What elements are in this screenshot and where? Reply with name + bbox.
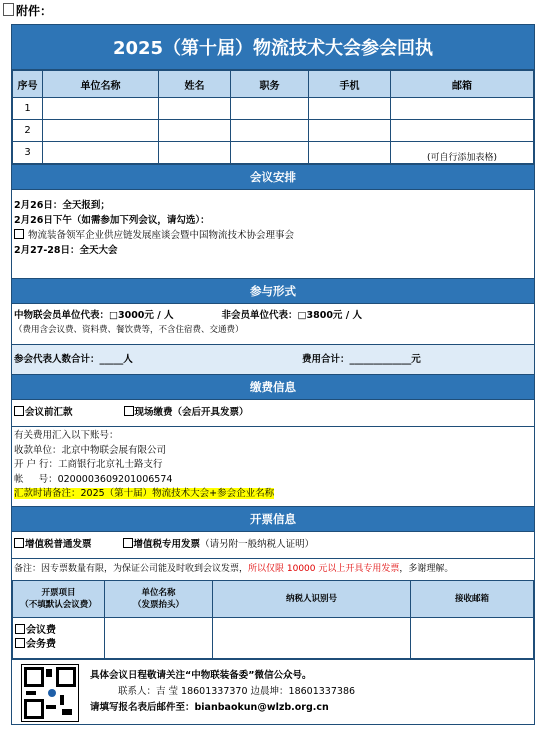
table-row: 2 [13, 120, 534, 142]
payment-remark: 汇款时请备注：2025（第十届）物流技术大会+参会企业名称 [14, 488, 275, 499]
meeting-section: 2月26日：全天报到； 2月26日下午（如需参加下列会议，请勾选）： 物流装备领军企业供应链发展座谈会暨中国物流技术协会理事会 2月27-28日：全天大会 [12, 190, 534, 278]
checkbox-icon[interactable] [14, 538, 24, 548]
invoice-note: 备注：因专票数量有限，为保证公司能及时收到会议发票，所以仅限 10000 元以上开具专用发票，多谢理解。 [12, 558, 534, 580]
header-email: 邮箱 [391, 71, 534, 98]
qr-code-icon [21, 664, 79, 722]
attachment-label: 附件： [3, 2, 52, 19]
count-label[interactable]: 参会代表人数合计：_____人 [14, 354, 133, 365]
contact-info: 具体会议日程敬请关注“中物联装备委”微信公众号。 联系人：吉 莹 18601337370 边晨坤：18601337386 请填写报名表后邮件至：bianbaokun@wlzb.org.cn [90, 668, 355, 716]
checkbox-icon[interactable] [14, 229, 24, 239]
attendee-table [12, 70, 534, 164]
payment-heading: 缴费信息 [12, 374, 534, 400]
checkbox-icon[interactable] [14, 406, 24, 416]
account-info: 有关费用汇入以下账号： 收款单位：北京中物联会展有限公司 开 户 行：工商银行北京礼士路支行 帐 号：0200003609201006574 汇款时请备注：2025（第十届）物流技术大会+参会企业名称 [12, 426, 534, 506]
meeting-option[interactable]: 物流装备领军企业供应链发展座谈会暨中国物流技术协会理事会 [14, 228, 534, 243]
header-no: 序号 [13, 71, 43, 98]
table-row: 3 (可自行添加表格) [13, 142, 534, 164]
payment-option-onsite[interactable]: 现场缴费（会后开具发票） [124, 407, 249, 418]
checkbox-icon[interactable] [124, 406, 134, 416]
participation-section: 中物联会员单位代表：□3000元 / 人 非会员单位代表：□3800元 / 人 （费用含会议费、资料费、餐饮费等，不含住宿费、交通费） [14, 310, 363, 335]
checkbox-icon[interactable] [123, 538, 133, 548]
fee-summary [12, 344, 534, 374]
header-invoice-item: 开票项目 （不填默认会议费） [13, 581, 105, 618]
header-mobile: 手机 [309, 71, 391, 98]
checkbox-icon[interactable] [15, 638, 25, 648]
member-fee[interactable]: 中物联会员单位代表：□3000元 / 人 [14, 310, 174, 321]
meeting-heading: 会议安排 [12, 164, 534, 190]
header-name: 姓名 [159, 71, 231, 98]
header-position: 职务 [231, 71, 309, 98]
checkbox-icon[interactable] [15, 624, 25, 634]
header-tax-id: 纳税人识别号 [213, 581, 411, 618]
participation-heading: 参与形式 [12, 278, 534, 304]
invoice-heading: 开票信息 [12, 506, 534, 532]
header-unit: 单位名称 [43, 71, 159, 98]
invoice-item-meeting[interactable]: 会议费 [15, 624, 104, 638]
footer [12, 659, 534, 724]
email-link[interactable]: 请填写报名表后邮件至：bianbaokun@wlzb.org.cn [90, 702, 329, 713]
non-member-fee[interactable]: 非会员单位代表：□3800元 / 人 [221, 310, 363, 321]
header-invoice-unit: 单位名称 （发票抬头） [105, 581, 213, 618]
invoice-table [12, 580, 534, 659]
payment-option-transfer[interactable]: 会议前汇款 [14, 407, 73, 418]
checkbox-icon [3, 3, 14, 16]
registration-form [11, 24, 535, 725]
payment-options [12, 400, 534, 426]
form-title: 2025（第十届）物流技术大会参会回执 [12, 25, 534, 70]
table-row [13, 618, 534, 659]
table-row: 1 [13, 98, 534, 120]
invoice-option-special[interactable]: 增值税专用发票 [123, 539, 201, 550]
invoice-option-normal[interactable]: 增值税普通发票 [14, 539, 92, 550]
invoice-options: 增值税普通发票 增值税专用发票（请另附一般纳税人证明） [12, 532, 534, 558]
fee-total-label[interactable]: 费用合计：_____________元 [302, 354, 421, 365]
header-receive-email: 接收邮箱 [411, 581, 534, 618]
invoice-item-service[interactable]: 会务费 [15, 638, 104, 652]
table-note: (可自行添加表格) [391, 142, 534, 164]
